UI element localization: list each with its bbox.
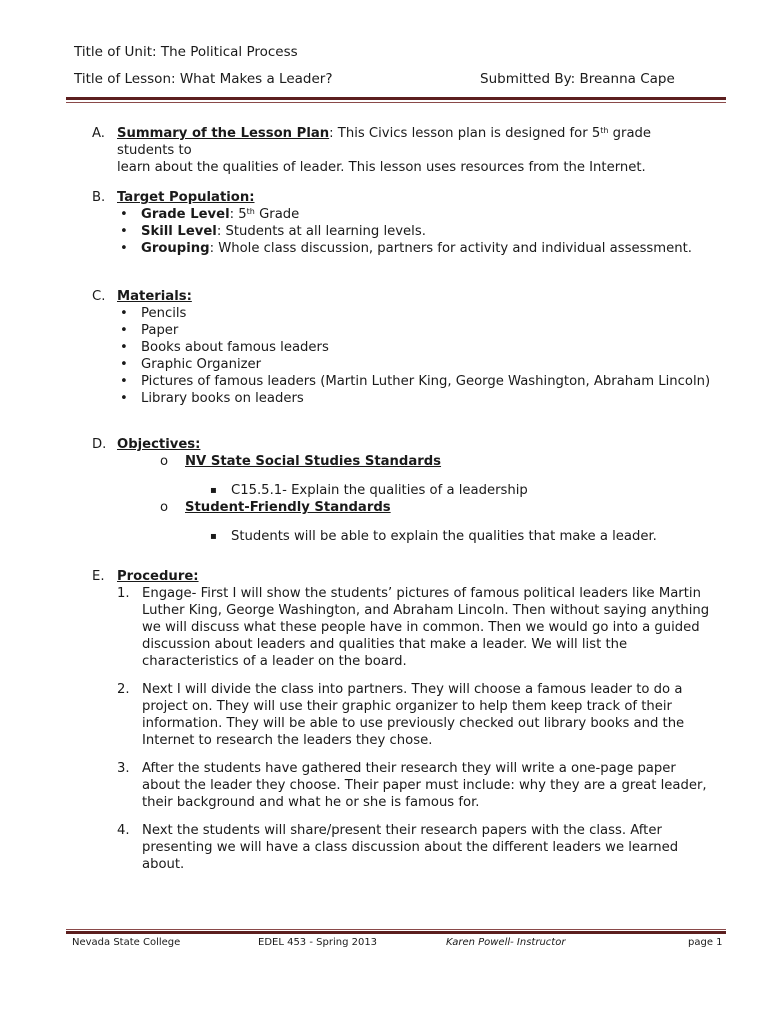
section-a-text-c: learn about the qualities of leader. This lesson uses resources from the Internet. [117,160,646,175]
section-c [92,288,712,407]
procedure-step: 1. Engage- First I will show the students’ pictures of famous political leaders like Martin Luther King, George Washington, and Abraham Lincoln. Then without saying anything we will discuss what these people have in common. Then we would go into a guided discussion about leaders and qualities that make a leader. We will list the characteristics of a leader on the board. [117,586,710,669]
section-d-heading: Objectives: [117,437,201,452]
materials-item: • Graphic Organizer [117,356,712,373]
procedure-step: 4. Next the students will share/present their research papers with the class. After presenting we will have a class discussion about the different leaders we learned about. [117,823,679,872]
materials-item: • Paper [117,322,712,339]
section-a-text: : This Civics lesson plan is designed for 5 [329,126,601,141]
objective-marker: o [160,500,169,515]
procedure-step: 3. After the students have gathered their research they will write a one-page paper about the leader they choose. Their paper must include: why they are a great leader, their background and what he or she is famous for. [117,761,707,810]
section-letter: D. [92,437,107,452]
submitted-by: Submitted By: Breanna Cape [480,71,675,87]
section-a [92,125,712,176]
section-letter: C. [92,289,106,304]
nv-standard-item: C15.5.1- Explain the qualities of a leadership [231,483,528,498]
section-e [92,568,732,884]
lesson-title: Title of Lesson: What Makes a Leader? [74,71,333,87]
unit-title: Title of Unit: The Political Process [74,44,298,60]
nv-standards-heading: NV State Social Studies Standards [185,454,442,469]
materials-item: • Books about famous leaders [117,339,712,356]
standard-marker: ▪ [210,485,217,496]
section-a-sup: th [600,126,609,135]
materials-item: • Pencils [117,305,712,322]
footer-course: EDEL 453 - Spring 2013 [258,937,378,948]
section-a-heading: Summary of the Lesson Plan [117,126,330,141]
materials-item: • Pictures of famous leaders (Martin Luther King, George Washington, Abraham Lincoln) [117,373,712,390]
standard-marker: ▪ [210,531,217,542]
student-standards-heading: Student-Friendly Standards [185,500,391,515]
section-e-heading: Procedure: [117,569,199,584]
footer-rule-thin [66,929,726,930]
skill-level-item: • Skill Level: Students at all learning levels. [117,223,712,240]
section-letter: E. [92,569,105,584]
grade-level-item: • Grade Level: 5th Grade [117,206,712,223]
header-rule-thick [66,97,726,100]
student-standard-item: Students will be able to explain the qualities that make a leader. [231,529,657,544]
section-a-text-b: grade students to [117,126,652,158]
footer-page-number: page 1 [688,937,723,948]
section-letter: A. [92,126,105,141]
section-d [92,436,712,453]
section-letter: B. [92,190,106,205]
footer-college: Nevada State College [72,937,181,948]
grouping-item: • Grouping: Whole class discussion, partners for activity and individual assessment. [117,240,712,257]
objective-marker: o [160,454,169,469]
section-c-heading: Materials: [117,289,192,304]
header-rule-thin [66,102,726,103]
section-b [92,189,712,257]
section-b-heading: Target Population: [117,190,255,205]
footer-rule-thick [66,931,726,934]
procedure-step: 2. Next I will divide the class into partners. They will choose a famous leader to do a project on. They will use their graphic organizer to help them keep track of their information. They will be able to use previously checked out library books and the Internet to research the leaders they chose. [117,682,685,748]
footer-instructor: Karen Powell- Instructor [446,937,566,948]
materials-item: • Library books on leaders [117,390,712,407]
